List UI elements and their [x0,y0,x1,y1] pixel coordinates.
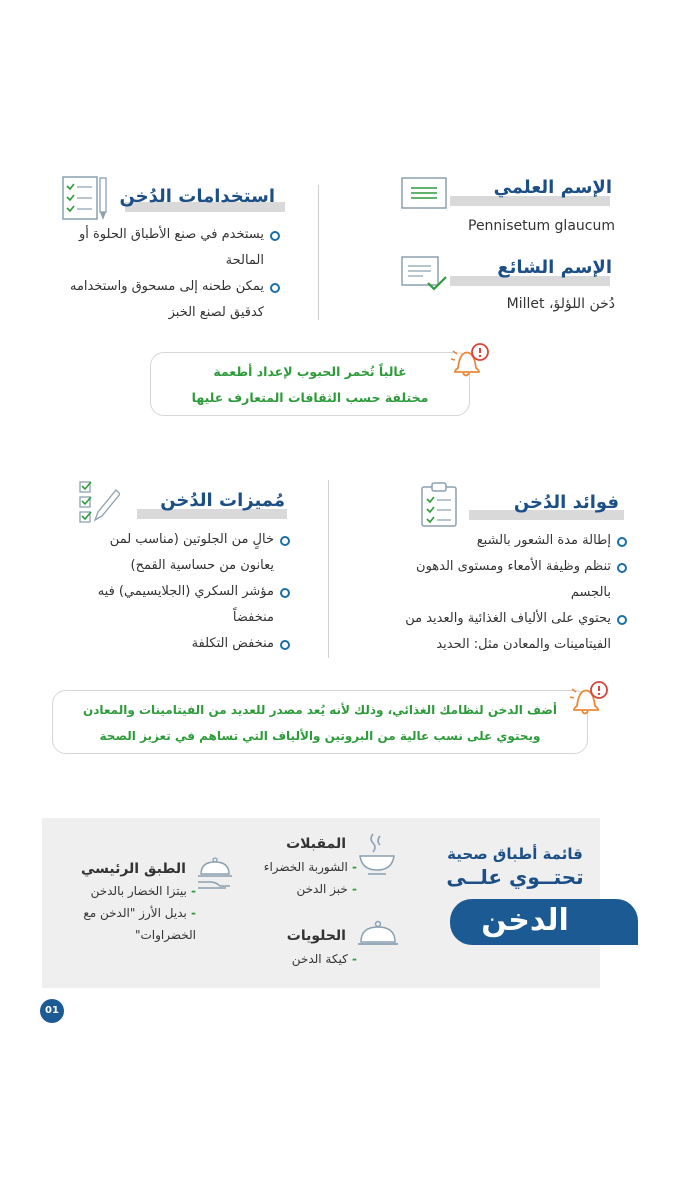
document-check-icon [401,256,449,298]
list-item: - الشوربة الخضراء [263,860,357,874]
dishes-heading-line1: قائمة أطباق صحية [447,845,583,863]
list-item: يمكن طحنه إلى مسحوق واستخدامه كدقيق لصنع الخبز [70,274,280,326]
scientific-name-value: Pennisetum glaucum [468,218,615,234]
uses-list [70,222,280,326]
list-item: منخفض التكلفة [88,631,290,657]
benefits-title: فوائد الدُخن [513,492,619,513]
benefits-list [385,528,627,658]
uses-header [60,174,290,222]
desserts-list [217,948,357,970]
features-list [88,527,290,657]
list-item: إطالة مدة الشعور بالشبع [385,528,627,554]
document-lines-icon [401,177,447,213]
list-item: تنظم وظيفة الأمعاء ومستوى الدهون بالجسم [385,554,627,606]
main-course-list [56,880,196,946]
checklist-pen-icon [78,480,120,530]
scientific-name-title: الإسم العلمي [493,177,612,198]
page-number: 01 [40,999,64,1023]
list-item: - خبز الدخن [296,882,357,896]
note-line: أضف الدخن لنظامك الغذائي، وذلك لأنه يُعد مصدر للعديد من الفيتامينات والمعادن [82,703,558,717]
top-divider [318,185,319,320]
soup-bowl-icon [358,832,396,882]
features-header [78,478,290,528]
note-line: غالباً تُخمر الحبوب لإعداد أطعمة [213,364,407,379]
list-item: - كيكة الدخن [291,952,357,966]
list-item: يحتوي على الألياف الغذائية والعديد من الفيتامينات والمعادن مثل: الحديد [385,606,627,658]
alert-bell-icon [449,342,491,384]
benefits-header [415,480,627,530]
dishes-heading [440,845,590,889]
note-line: ويحتوي على نسب عالية من البروتين والألياف التي تساهم في تعزيز الصحة [99,729,541,743]
main-course-title: الطبق الرئيسي [80,861,186,877]
appetizers-title: المقبلات [286,836,346,852]
dishes-heading-line2: تحتــوي علــى [446,865,584,889]
common-name-title: الإسم الشائع [497,257,612,278]
middle-divider [328,480,329,658]
appetizers-list [217,856,357,900]
dishes-main-word: الدخن [481,903,569,938]
desserts-title: الحلويات [286,928,346,944]
list-item: - بيتزا الخضار بالدخن [90,884,196,898]
fermentation-note [150,352,470,416]
features-title: مُميزات الدُخن [160,490,285,511]
hand-dish-icon [196,857,234,895]
list-item: يستخدم في صنع الأطباق الحلوة أو المالحة [70,222,280,274]
list-item: خالٍ من الجلوتين (مناسب لمن يعانون من حساسية القمح) [88,527,290,579]
common-name-value: دُخن اللؤلؤ، Millet [506,296,615,312]
nutrition-note [52,690,588,754]
uses-title: استخدامات الدُخن [119,186,275,207]
alert-bell-icon [568,680,610,722]
list-item: - بديل الأرز "الدخن مع الخضراوات" [83,906,196,942]
dishes-main-banner [450,899,638,945]
clipboard-icon [420,482,458,532]
serving-dish-icon [357,920,399,954]
checklist-pencil-icon [62,176,110,226]
note-line: مختلفة حسب الثقافات المتعارف عليها [191,390,429,405]
list-item: مؤشر السكري (الجلايسيمي) فيه منخفضاً [88,579,290,631]
